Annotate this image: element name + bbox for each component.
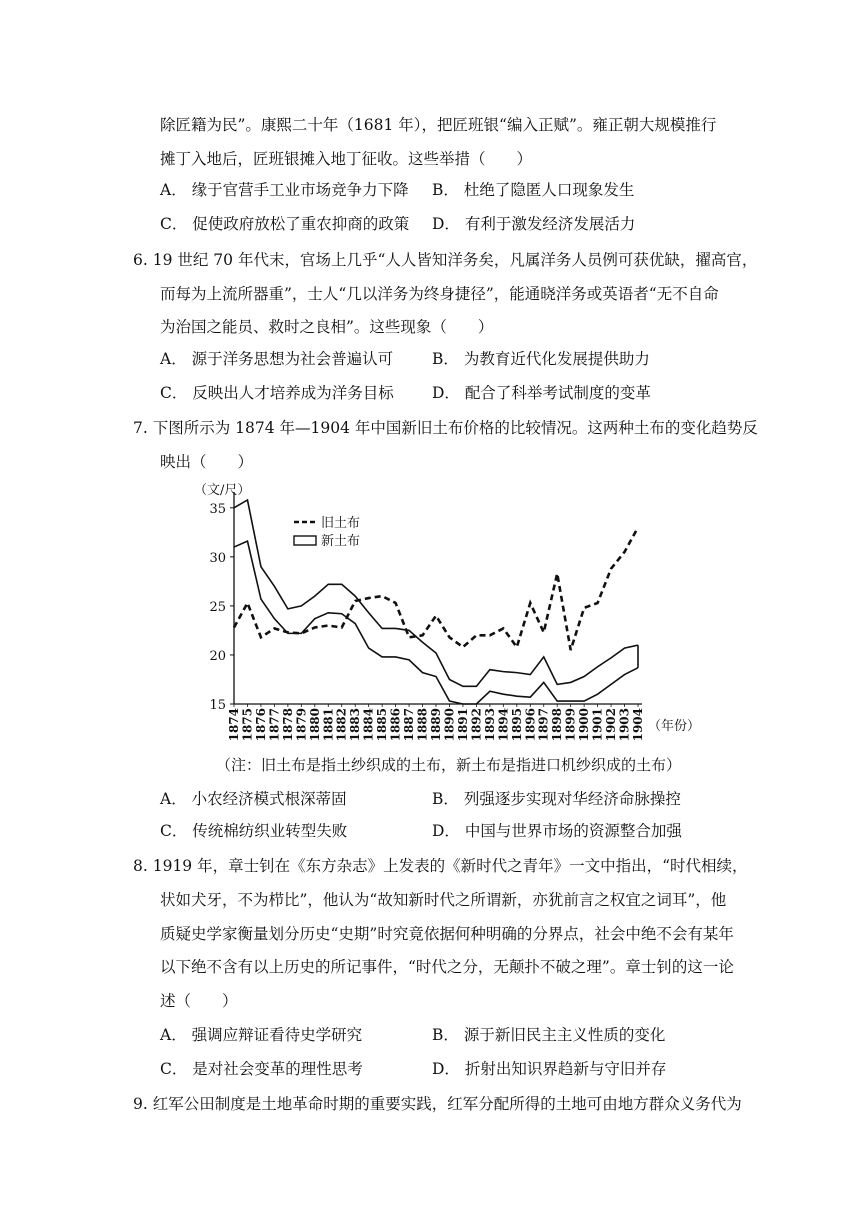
x-tick-label: 1875 [240, 708, 255, 742]
legend-label: 旧土布 [321, 516, 361, 531]
q7-option-b: B． 列强逐步实现对华经济命脉操控 [432, 790, 681, 808]
q6-line-1: 6. 19 世纪 70 年代末，官场上几乎“人人皆知洋务矣，凡属洋务人员例可获优缺，擢高官， [133, 251, 758, 269]
x-tick-label: 1891 [455, 708, 470, 742]
q7-option-a: A． 小农经济模式根深蒂固 [160, 790, 347, 808]
q5-option-d: D． 有利于激发经济发展活力 [432, 215, 636, 233]
q8-option-a: A． 强调应辩证看待史学研究 [160, 1026, 363, 1044]
new-cloth-upper-line [234, 500, 638, 686]
q8-line-5: 述（ ） [160, 992, 238, 1010]
old-cloth-line [234, 527, 638, 650]
q6-option-c: C． 反映出人才培养成为洋务目标 [160, 384, 394, 402]
price-line-chart [190, 478, 710, 744]
x-tick-label: 1903 [617, 708, 632, 742]
x-tick-label: 1877 [267, 708, 282, 742]
x-tick-label: 1901 [590, 708, 605, 742]
x-tick-label: 1897 [536, 708, 551, 742]
q7-line-2: 映出（ ） [160, 453, 254, 471]
y-tick-label: 25 [209, 599, 226, 615]
x-tick-label: 1874 [227, 708, 241, 742]
x-tick-label: 1894 [496, 708, 511, 742]
x-tick-label: 1884 [361, 708, 376, 742]
q7-line-1: 7. 下图所示为 1874 年—1904 年中国新旧土布价格的比较情况。这两种土布的变化趋势反 [133, 419, 758, 437]
y-tick-label: 20 [209, 648, 226, 664]
x-tick-label: 1904 [631, 708, 645, 742]
x-tick-label: 1900 [577, 708, 592, 742]
x-tick-label: 1878 [280, 708, 295, 742]
q8-line-1: 8. 1919 年，章士钊在《东方杂志》上发表的《新时代之青年》一文中指出，“时代相续， [133, 857, 748, 875]
q8-option-d: D． 折射出知识界趋新与守旧并存 [432, 1060, 667, 1078]
x-tick-label: 1892 [469, 708, 484, 742]
q7-option-d: D． 中国与世界市场的资源整合加强 [432, 822, 682, 840]
x-tick-label: 1902 [604, 708, 619, 742]
x-tick-label: 1882 [334, 708, 349, 742]
x-tick-label: 1879 [294, 708, 309, 742]
x-tick-label: 1895 [509, 708, 524, 742]
q9-line-1: 9. 红军公田制度是土地革命时期的重要实践，红军分配所得的土地可由地方群众义务代为 [133, 1095, 742, 1113]
x-axis-label: （年份） [648, 719, 701, 734]
legend-swatch-new-cloth [294, 536, 316, 545]
x-tick-label: 1883 [348, 708, 363, 742]
q5-line-2: 摊丁入地后，匠班银摊入地丁征收。这些举措（ ） [160, 150, 533, 168]
y-tick-label: 30 [209, 550, 226, 566]
chart-note: （注：旧土布是指土纱织成的土布，新土布是指进口机纱织成的土布） [216, 756, 682, 774]
x-tick-label: 1898 [550, 708, 565, 742]
q5-line-1: 除匠籍为民”。康熙二十年（1681 年），把匠班银“编入正赋”。雍正朝大规模推行 [160, 116, 717, 134]
x-tick-label: 1888 [415, 708, 430, 742]
q5-option-a: A． 缘于官营手工业市场竞争力下降 [160, 181, 409, 199]
legend-label: 新土布 [321, 534, 361, 549]
x-tick-label: 1899 [563, 708, 578, 742]
q8-line-3: 质疑史学家衡量划分历史“史期”时究竟依据何种明确的分界点，社会中绝不会有某年 [160, 925, 734, 943]
q7-option-c: C． 传统棉纺织业转型失败 [160, 822, 348, 840]
q8-option-b: B． 源于新旧民主主义性质的变化 [432, 1026, 666, 1044]
q8-line-4: 以下绝不含有以上历史的所记事件，“时代之分，无颠扑不破之理”。章士钊的这一论 [160, 958, 734, 976]
x-tick-label: 1890 [442, 708, 457, 742]
y-tick-label: 35 [209, 501, 226, 517]
q5-option-b: B． 杜绝了隐匿人口现象发生 [432, 181, 635, 199]
q6-option-b: B． 为教育近代化发展提供助力 [432, 350, 650, 368]
y-axis-label: （文/尺） [194, 483, 251, 498]
q6-line-2: 而每为上流所器重”，士人“几以洋务为终身捷径”，能通晓洋务或英语者“无不自命 [160, 285, 719, 303]
x-tick-label: 1886 [388, 708, 403, 742]
x-tick-label: 1896 [523, 708, 538, 742]
x-tick-label: 1881 [321, 708, 336, 742]
x-tick-label: 1876 [253, 708, 268, 742]
q6-line-3: 为治国之能员、救时之良相”。这些现象（ ） [160, 318, 494, 336]
q8-line-2: 状如犬牙，不为栉比”，他认为“故知新时代之所谓新，亦犹前言之权宜之词耳”，他 [160, 891, 727, 909]
q5-option-c: C． 促使政府放松了重农抑商的政策 [160, 215, 410, 233]
y-tick-label: 15 [209, 698, 226, 713]
x-tick-label: 1887 [402, 708, 417, 742]
q6-option-a: A． 源于洋务思想为社会普遍认可 [160, 350, 394, 368]
x-tick-label: 1880 [307, 708, 322, 742]
x-tick-label: 1885 [375, 708, 390, 742]
q6-option-d: D． 配合了科举考试制度的变革 [432, 384, 651, 402]
q8-option-c: C． 是对社会变革的理性思考 [160, 1060, 363, 1078]
x-tick-label: 1889 [429, 708, 443, 742]
x-tick-label: 1893 [482, 708, 497, 742]
